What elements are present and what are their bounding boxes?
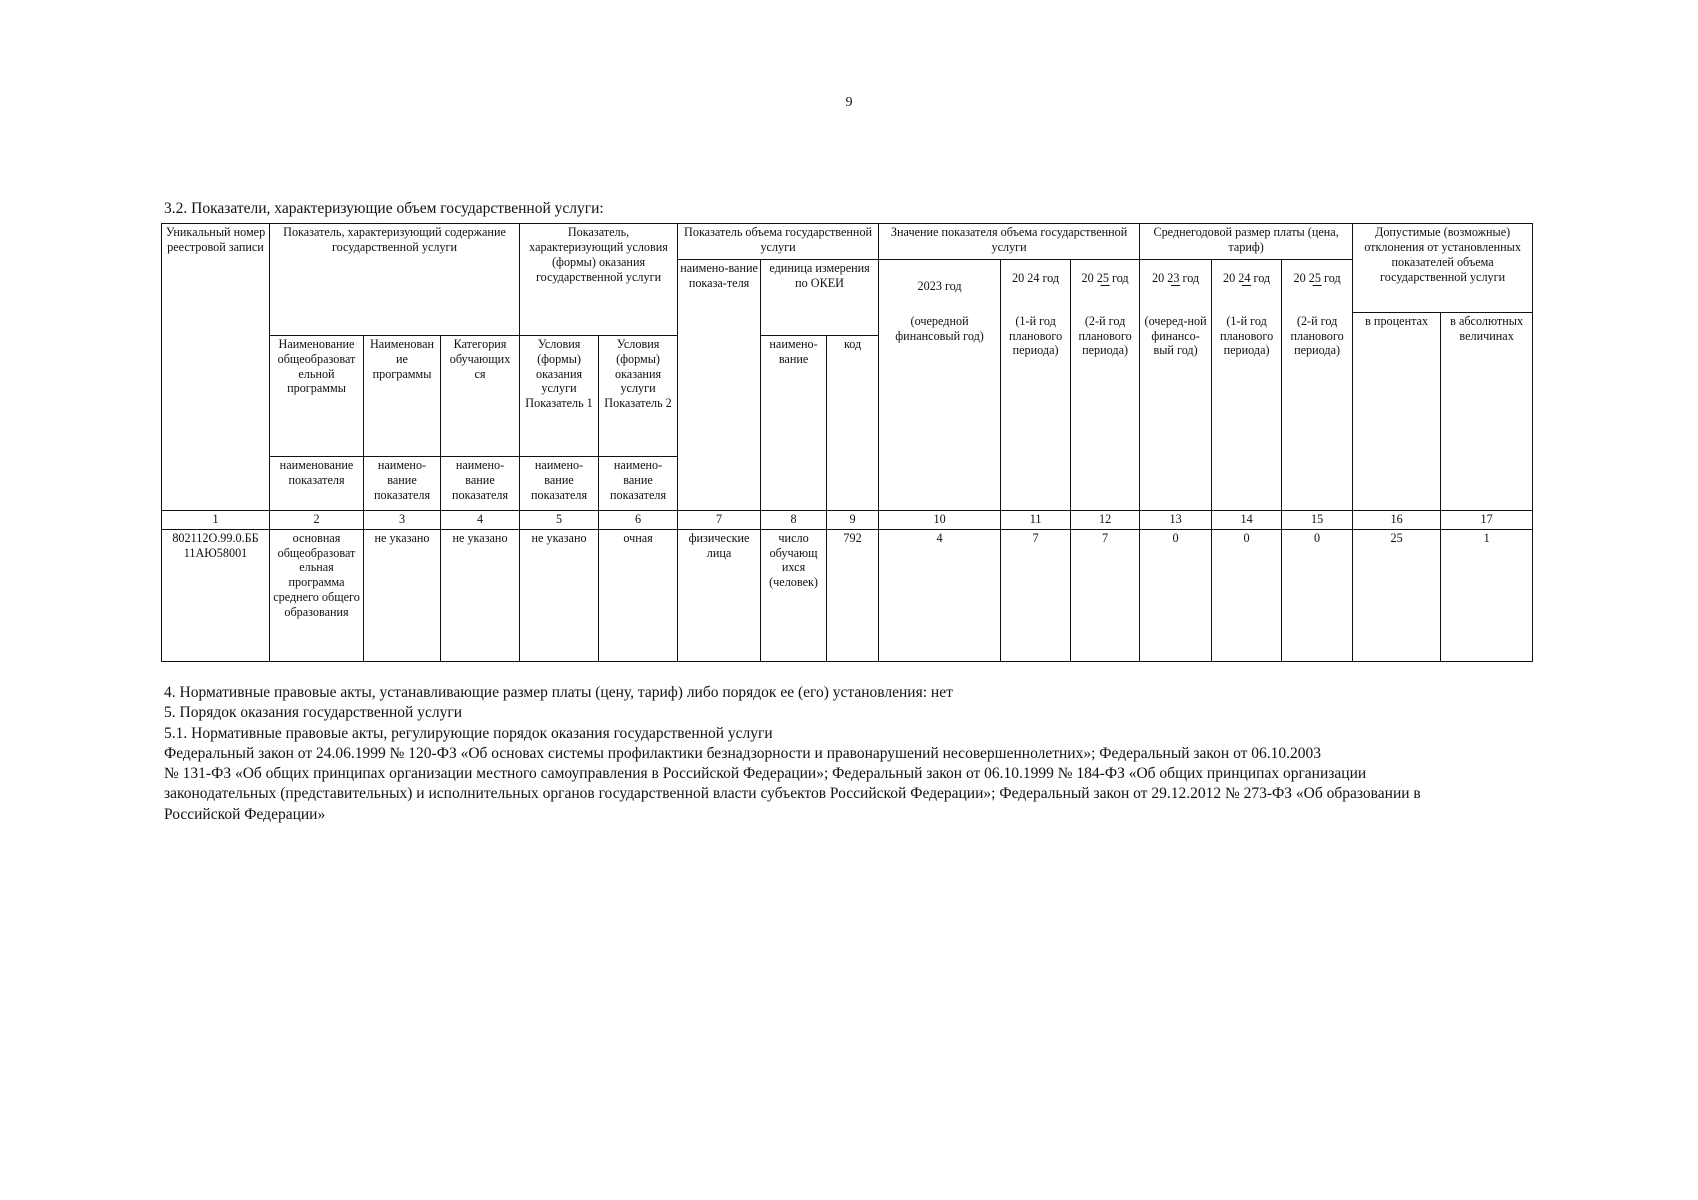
header-sub-cond2: Условия (формы) оказания услуги Показатель 2 (599, 335, 678, 456)
paragraph: 5.1. Нормативные правовые акты, регулирующие порядок оказания государственной услуги (164, 724, 773, 742)
header-year-2023-note: (очередной финансовый год) (879, 313, 1001, 511)
column-number-cell: 12 (1071, 511, 1140, 529)
column-number-cell: 8 (761, 511, 827, 529)
header-content-indicator: Показатель, характеризующий содержание государственной услуги (270, 224, 520, 336)
table-cell: не указано (441, 529, 520, 661)
column-number-cell: 14 (1212, 511, 1282, 529)
header-fee-2024-note: (1-й год планового периода) (1212, 313, 1282, 511)
column-number-cell: 3 (364, 511, 441, 529)
header-year-2024: 20 24 год (1001, 259, 1071, 312)
header-sub-program: Наименование общеобразоват ельной программы (270, 335, 364, 456)
header-year-2023: 2023 год (879, 259, 1001, 312)
header-unique-number: Уникальный номер реестровой записи (162, 224, 270, 511)
table-cell: основная общеобразоват ельная программа среднего общего образования (270, 529, 364, 661)
column-number-cell: 7 (678, 511, 761, 529)
column-number-cell: 5 (520, 511, 599, 529)
column-number-cell: 11 (1001, 511, 1071, 529)
header-fee-2025-note: (2-й год планового периода) (1282, 313, 1353, 511)
header-absolute: в абсолютных величинах (1441, 313, 1533, 511)
header-sub-category: Категория обучающих ся (441, 335, 520, 456)
header-indicator-name: наимено-вание показа-теля (678, 259, 761, 510)
header-percent: в процентах (1353, 313, 1441, 511)
header-value-group: Значение показателя объема государственной услуги (879, 224, 1140, 260)
header-deviation-group: Допустимые (возможные) отклонения от установленных показателей объема государственной услуги (1353, 224, 1533, 313)
table-cell: 7 (1001, 529, 1071, 661)
table-cell: 1 (1441, 529, 1533, 661)
header-name-cell: наимено-вание показателя (441, 456, 520, 510)
table-cell: физические лица (678, 529, 761, 661)
paragraph: законодательных (представительных) и исполнительных органов государственной власти субъектов Российской Федерации»; Федеральный закон от 29.12.2012 № 273-ФЗ «Об образовании в (164, 785, 1421, 803)
table-cell: 802112О.99.0.ББ 11АЮ58001 (162, 529, 270, 661)
column-number-cell: 2 (270, 511, 364, 529)
table-cell: не указано (364, 529, 441, 661)
header-conditions-indicator: Показатель, характеризующий условия (формы) оказания государственной услуги (520, 224, 678, 336)
header-sub-cond1: Условия (формы) оказания услуги Показатель 1 (520, 335, 599, 456)
volume-indicators-table (161, 223, 1533, 662)
table-cell: 0 (1282, 529, 1353, 661)
paragraph: Федеральный закон от 24.06.1999 № 120-ФЗ «Об основах системы профилактики безнадзорности и правонарушений несовершеннолетних»; Федеральный закон от 06.10.2003 (164, 744, 1322, 762)
table-cell: 0 (1212, 529, 1282, 661)
table-cell: 25 (1353, 529, 1441, 661)
header-name-cell: наимено-вание показателя (364, 456, 441, 510)
header-sub-program-name: Наименован ие программы (364, 335, 441, 456)
paragraph: Российской Федерации» (164, 805, 326, 823)
table-cell: 792 (827, 529, 879, 661)
column-number-cell: 9 (827, 511, 879, 529)
header-unit-code: код (827, 335, 879, 510)
page-number: 9 (845, 95, 853, 110)
header-year-2025-note: (2-й год планового периода) (1071, 313, 1140, 511)
column-number-cell: 1 (162, 511, 270, 529)
header-name-cell: наимено-вание показателя (599, 456, 678, 510)
header-fee-2023: 20 23 год (1140, 259, 1212, 312)
table-cell: число обучающ ихся (человек) (761, 529, 827, 661)
header-year-2025: 20 25 год (1071, 259, 1140, 312)
column-numbers-row (162, 511, 1533, 529)
header-year-2024-note: (1-й год планового периода) (1001, 313, 1071, 511)
column-number-cell: 17 (1441, 511, 1533, 529)
header-fee-2024: 20 24 год (1212, 259, 1282, 312)
table-row (162, 529, 1533, 661)
column-number-cell: 4 (441, 511, 520, 529)
header-fee-2025: 20 25 год (1282, 259, 1353, 312)
header-unit: единица измерения по ОКЕИ (761, 259, 879, 335)
column-number-cell: 16 (1353, 511, 1441, 529)
text-block (164, 683, 1514, 825)
table-cell: очная (599, 529, 678, 661)
table-cell: не указано (520, 529, 599, 661)
header-name-cell: наименование показателя (270, 456, 364, 510)
header-volume-indicator: Показатель объема государственной услуги (678, 224, 879, 260)
header-unit-name: наимено-вание (761, 335, 827, 510)
column-number-cell: 10 (879, 511, 1001, 529)
table-cell: 4 (879, 529, 1001, 661)
column-number-cell: 13 (1140, 511, 1212, 529)
column-number-cell: 15 (1282, 511, 1353, 529)
paragraph: № 131-ФЗ «Об общих принципах организации местного самоуправления в Российской Федерации»; Федеральный закон от 06.10.1999 № 184-ФЗ «Об общих принципах организации (164, 765, 1367, 783)
paragraph: 4. Нормативные правовые акты, устанавливающие размер платы (цену, тариф) либо порядок ее (его) установления: нет (164, 684, 953, 701)
section-title: 3.2. Показатели, характеризующие объем государственной услуги: (164, 200, 604, 217)
paragraph: 5. Порядок оказания государственной услуги (164, 704, 462, 722)
column-number-cell: 6 (599, 511, 678, 529)
header-fee-2023-note: (очеред-ной финансо-вый год) (1140, 313, 1212, 511)
table-cell: 0 (1140, 529, 1212, 661)
header-row-1 (162, 224, 1533, 260)
header-fee-group: Среднегодовой размер платы (цена, тариф) (1140, 224, 1353, 260)
header-name-cell: наимено-вание показателя (520, 456, 599, 510)
table-cell: 7 (1071, 529, 1140, 661)
